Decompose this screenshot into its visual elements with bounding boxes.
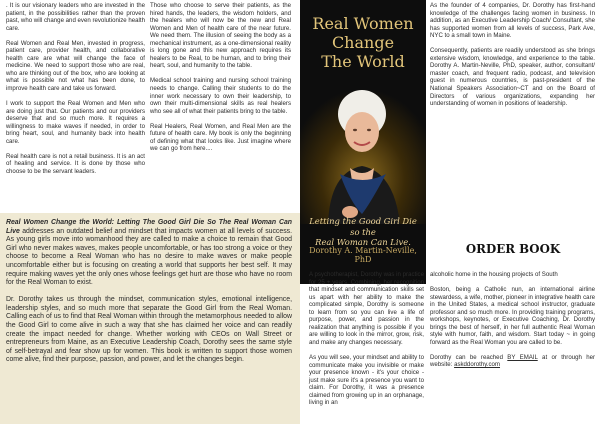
- author-portrait: [300, 74, 426, 224]
- book-cover-tagline: [304, 216, 422, 248]
- article-column-middle: [150, 2, 291, 160]
- paragraph: As you will see, your mindset and ability to communicate make you invisible or make your presence known - it's your choice - just make sure it's a presence you want to claim. For Dorothy, it was a presence claimed from growing up in an orphanage, living in an: [309, 353, 424, 407]
- paragraph-text: addresses an outdated belief and mindset that impacts women at all levels of success. As young girls move into womanhood they are called to make a choice to remain that Good Girl who never makes waves, makes people uncomfortable, or has too strong a voice or they choose to become a Real Woman who has no desire to make waves or make people uncomfortable either but is focusing on creating a world that supports her best self. It may require making waves yet the only ones whose feelings get hurt are those who have no room for the Real Woman to exist.: [6, 227, 292, 287]
- email-link[interactable]: BY EMAIL: [507, 353, 538, 361]
- paragraph: Consequently, patients are readily understood as she brings extensive wisdom, knowledge, and experience to the table. Dorothy A. Martin-Neville, PhD, speaker, author, consultant/ master coach, and frequent radio, podcast, and television guest in numerous countries, is past-president of the National Speakers Association~CT and on the Board of Directors of various organizations, expanding her understanding of women in positions of leadership.: [430, 47, 595, 108]
- paragraph: Real Women and Real Men, invested in progress, patient care, provider health, and collaborative health care are what will change the face of medicine. We need to support those who are real, who are thinking out of the box, who are looking at what is possible not what has been done, to improve health care and take us forward.: [6, 39, 145, 92]
- paragraph: A psychotherapist, Dorothy was in practice for 25 + years. Combining, her recognition that mindset and communication skills set us apart with her ability to make the complicated simple, Dorothy is someone to learn from so you can live a life of purpose, power, and passion in the realization that anything is possible if you are willing to look in the mirror, grow, risk, and make any changes necessary.: [309, 271, 424, 346]
- paragraph-text: at or through her website:: [430, 353, 596, 369]
- paragraph: Medical school training and nursing school training needs to change. Calling their students to do the inner work necessary to own their leadership, to own their multi-dimensional skills as real healers who see all of what their patients bring to the table.: [150, 77, 291, 115]
- author-bio-column: [430, 2, 595, 115]
- website-link[interactable]: askddorothy.com: [454, 361, 501, 369]
- cover-tagline-line: Letting the Good Girl Die so the: [309, 216, 417, 237]
- paragraph: Dr. Dorothy takes us through the mindset, communication styles, emotional intelligence, leadership styles, and so much more that separate the Good Girl from the Real Woman. Calling each of us to find that Real Woman within through the metamorphous needed to allow the Good Girl to come alive in such a way that she has claimed her voice and can readily create the impact needed for change. Whether working with CEOs on Wall Street or entrepreneurs from Maine, as an Executive Leadership Coach, Dorothy sees the same style of self-betrayal and fear show up for women. This book is written to support those women come alive, find their purpose, passion, and power, and let the changes begin.: [6, 296, 292, 364]
- paragraph: Boston, being a Catholic nun, an international airline stewardess, a wife, mother, pioneer in integrative health care in the United States, a medical school instructor, graduate professor and so much more. In providing training programs, workshops, keynotes, or Executive Coaching, Dr. Dorothy brings the best of herself, in her full authentic Real Woman style with humor, faith, and wisdom. Start today ~ in going forward as the Real Woman you are called to be.: [430, 286, 595, 346]
- paragraph: Those who choose to serve their patients, as the hired hands, the leaders, the wisdom holders, and the healers who will now be the new and Real Women and Men of health care of the near future. We need them. The illusion of seeing the body as a mechanical instrument, as a one-dimensional reality is long gone and this new approach requires its healers to be Real, to be human, and to bring their heart, soul, and humanity to the table.: [150, 2, 291, 70]
- cover-title-line: Real Women: [312, 14, 414, 33]
- book-cover-title: [300, 14, 426, 71]
- author-story-column: [309, 271, 424, 414]
- cover-title-line: The World: [321, 52, 405, 71]
- contact-paragraph: [430, 354, 595, 369]
- book-cover-author: Dorothy A. Martin-Neville, PhD: [309, 246, 417, 264]
- book-title-emphasis: Real Women Change the World: Letting The Good Girl Die So The Real Woman Can Live: [6, 219, 292, 235]
- paragraph: [6, 219, 292, 288]
- book-cover[interactable]: [300, 0, 426, 284]
- paragraph: As the founder of 4 companies, Dr. Dorothy has first-hand knowledge of the challenges facing women in business. In addition, as an Executive Leadership Coach/ Consultant, she has supported women from all levels of success, Park Ave, NYC to a small town in Maine.: [430, 2, 595, 40]
- author-story-column-right: [430, 271, 595, 377]
- paragraph: alcoholic home in the housing projects of South: [430, 271, 558, 278]
- paragraph: I work to support the Real Women and Men who are doing just that. Our patients and our providers deserve that and so much more. It requires a willingness to make waves if needed, in order to bring heart, soul, and humanity back into health care.: [6, 100, 145, 145]
- article-column-left: [6, 2, 145, 183]
- paragraph: Real health care is not a retail business. It is an act of healing and service. It is done by those who choose to be the servant leaders.: [6, 152, 145, 175]
- paragraph: . It is our visionary leaders who are invested in the patient, in the possibilities rather than the proven past, who will change and even revolutionize health care.: [6, 2, 145, 32]
- paragraph-text: Dorothy can be reached: [430, 353, 508, 361]
- paragraph: Real Healers, Real Women, and Real Men are the future of health care. My book is only the beginning of defining what that looks like. Just imagine where we can go from here....: [150, 122, 291, 153]
- order-book-button[interactable]: ORDER BOOK: [465, 242, 561, 256]
- cover-title-line: Change: [331, 33, 395, 52]
- book-description-text: [6, 219, 292, 373]
- cover-tagline-line: Real Woman Can Live.: [315, 237, 411, 248]
